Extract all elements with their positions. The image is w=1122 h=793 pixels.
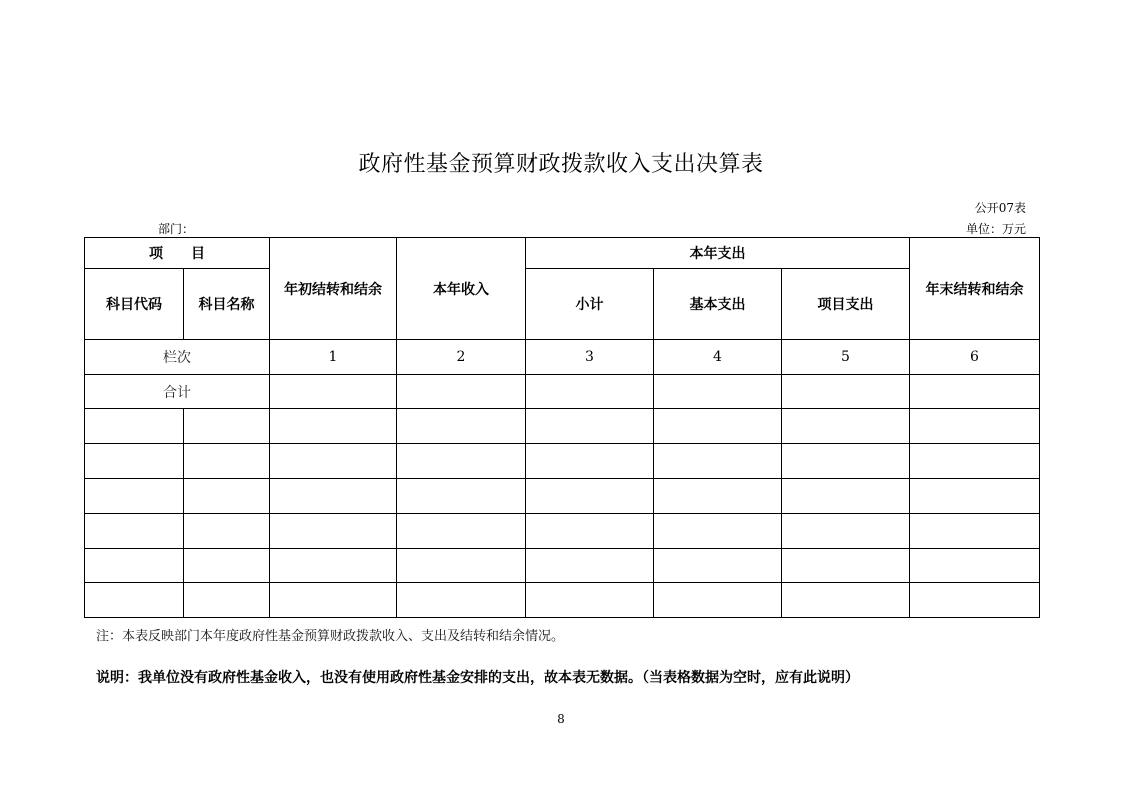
table-cell <box>397 409 526 444</box>
table-cell <box>270 583 397 618</box>
table-cell <box>910 479 1040 514</box>
unit-label: 单位：万元 <box>965 222 1026 236</box>
table-cell <box>184 583 270 618</box>
closing-balance-header: 年末结转和结余 <box>910 238 1040 340</box>
table-cell <box>85 409 184 444</box>
table-cell <box>654 514 782 549</box>
current-expense-header: 本年支出 <box>526 238 910 269</box>
table-row <box>85 479 1040 514</box>
table-cell <box>782 514 910 549</box>
table-cell <box>184 549 270 583</box>
table-cell <box>184 409 270 444</box>
table-cell <box>397 549 526 583</box>
table-cell <box>270 479 397 514</box>
page-number: 8 <box>557 712 565 726</box>
table-cell <box>782 409 910 444</box>
subject-code-header: 科目代码 <box>85 269 184 340</box>
column-number: 1 <box>270 340 397 375</box>
table-cell <box>782 444 910 479</box>
table-row <box>85 549 1040 583</box>
total-row <box>85 375 1040 409</box>
table-cell <box>910 375 1040 409</box>
table-cell <box>526 444 654 479</box>
table-row <box>85 409 1040 444</box>
column-row-label: 栏次 <box>85 340 270 375</box>
table-cell <box>397 514 526 549</box>
table-cell <box>526 409 654 444</box>
table-cell <box>397 479 526 514</box>
table-cell <box>654 444 782 479</box>
department-label: 部门： <box>158 222 195 236</box>
subject-name-header: 科目名称 <box>184 269 270 340</box>
table-cell <box>782 583 910 618</box>
table-cell <box>85 479 184 514</box>
current-income-header: 本年收入 <box>397 238 526 340</box>
table-cell <box>85 514 184 549</box>
table-cell <box>910 409 1040 444</box>
table-cell <box>526 479 654 514</box>
table-cell <box>910 514 1040 549</box>
explanation-text: 说明：我单位没有政府性基金收入，也没有使用政府性基金安排的支出，故本表无数据。（当表格数据为空时，应有此说明） <box>96 670 859 686</box>
table-cell <box>397 375 526 409</box>
table-cell <box>85 444 184 479</box>
table-cell <box>526 549 654 583</box>
item-header: 项 目 <box>85 238 270 269</box>
table-cell <box>910 549 1040 583</box>
table-cell <box>184 444 270 479</box>
table-cell <box>270 444 397 479</box>
column-number: 2 <box>397 340 526 375</box>
table-cell <box>270 409 397 444</box>
table-row <box>85 444 1040 479</box>
table-cell <box>654 375 782 409</box>
table-cell <box>910 583 1040 618</box>
table-cell <box>526 583 654 618</box>
table-cell <box>782 549 910 583</box>
table-cell <box>397 583 526 618</box>
table-note: 注：本表反映部门本年度政府性基金预算财政拨款收入、支出及结转和结余情况。 <box>96 629 565 644</box>
table-cell <box>654 479 782 514</box>
column-number: 5 <box>782 340 910 375</box>
table-cell <box>526 514 654 549</box>
form-number: 公开07表 <box>974 201 1026 215</box>
table-cell <box>782 375 910 409</box>
table-cell <box>654 549 782 583</box>
budget-table <box>84 237 1040 618</box>
column-number: 6 <box>910 340 1040 375</box>
column-number: 3 <box>526 340 654 375</box>
basic-expense-header: 基本支出 <box>654 269 782 340</box>
total-row-label: 合计 <box>85 375 270 409</box>
table-cell <box>184 514 270 549</box>
table-cell <box>270 549 397 583</box>
subtotal-header: 小计 <box>526 269 654 340</box>
table-cell <box>85 583 184 618</box>
table-cell <box>654 583 782 618</box>
table-cell <box>782 479 910 514</box>
table-row <box>85 583 1040 618</box>
table-cell <box>526 375 654 409</box>
column-number: 4 <box>654 340 782 375</box>
table-row <box>85 514 1040 549</box>
table-cell <box>85 549 184 583</box>
page-title: 政府性基金预算财政拨款收入支出决算表 <box>358 152 764 177</box>
column-number-row <box>85 340 1040 375</box>
table-cell <box>184 479 270 514</box>
table-cell <box>397 444 526 479</box>
table-cell <box>654 409 782 444</box>
table-cell <box>270 514 397 549</box>
table-cell <box>270 375 397 409</box>
table-cell <box>910 444 1040 479</box>
opening-balance-header: 年初结转和结余 <box>270 238 397 340</box>
project-expense-header: 项目支出 <box>782 269 910 340</box>
